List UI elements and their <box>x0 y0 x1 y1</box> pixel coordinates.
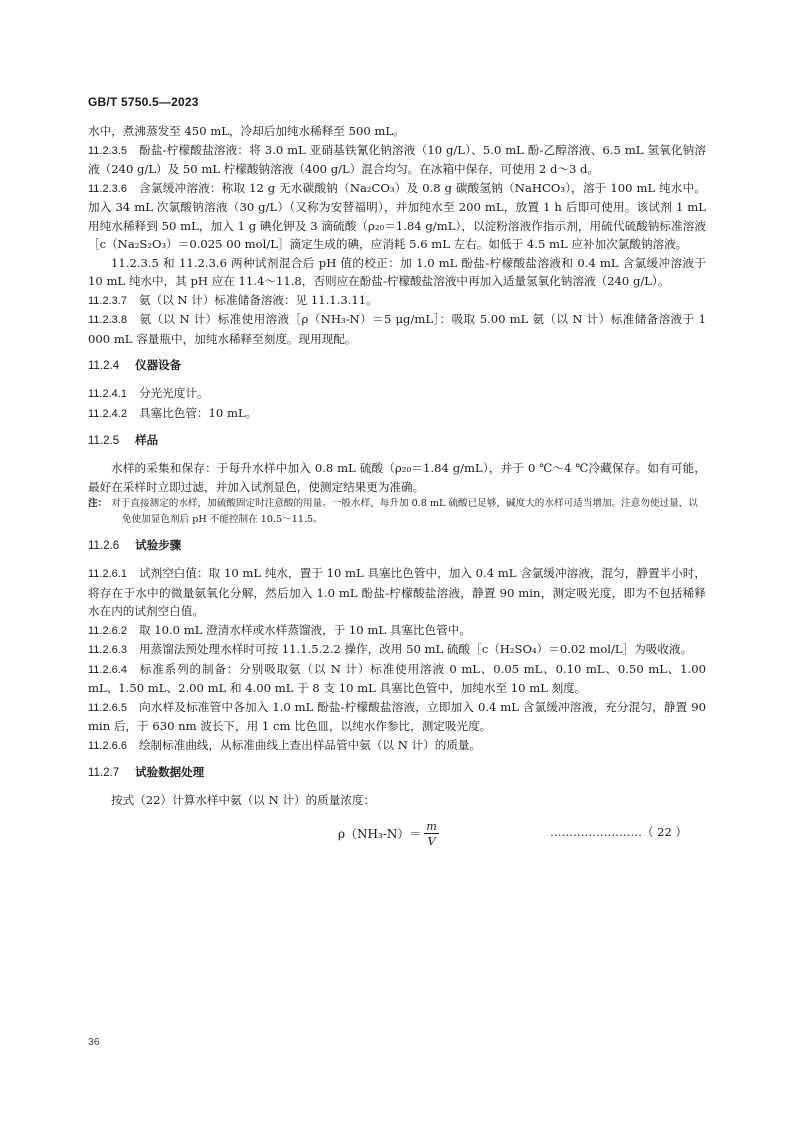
paragraph-ph-correction: 11.2.3.5 和 11.2.3.6 两种试剂混合后 pH 值的校正：加 1.0 mL 酚盐-柠檬酸盐溶液和 0.4 mL 含氯缓冲溶液于 10 mL 纯水中，其 pH 应在 11.4～11.8，否则应在酚盐-柠檬酸盐溶液中再加入适量氢氧化钠溶液（240 g/L）。 <box>88 255 706 288</box>
clause-number: 11.2.6.2 <box>88 624 127 637</box>
page-number: 36 <box>88 1036 100 1048</box>
section-heading-procedure: 11.2.6 试验步骤 <box>88 540 182 552</box>
paragraph-11-2-6-3: 11.2.6.3 用蒸馏法预处理水样时可按 11.1.5.2.2 操作，改用 50 mL 硫酸［c（H₂SO₄）＝0.02 mol/L］为吸收液。 <box>88 642 693 656</box>
paragraph-11-2-6-6: 11.2.6.6 绘制标准曲线，从标准曲线上查出样品管中氨（以 N 计）的质量。 <box>88 737 482 752</box>
standard-code: GB/T 5750.5—2023 <box>88 95 199 109</box>
clause-number: 11.2.3.7 <box>88 294 127 307</box>
paragraph-continuation: 水中，煮沸蒸发至 450 mL，冷却后加纯水稀释至 500 mL。 <box>88 124 405 138</box>
clause-number: 11.2.6.1 <box>88 568 127 580</box>
paragraph-data: 按式（22）计算水样中氨（以 N 计）的质量浓度： <box>111 793 376 807</box>
formula-numerator: m <box>426 819 437 833</box>
paragraph-11-2-3-5: 11.2.3.5 酚盐-柠檬酸盐溶液：将 3.0 mL 亚硝基铁氰化钠溶液（10 g/L）、5.0 mL 酚-乙醇溶液、6.5 mL 氢氧化钠溶液（240 g/L）及 50 mL 柠檬酸钠溶液（400 g/L）混合均匀。在冰箱中保存，可使用 2 d～3 d。 <box>88 142 706 176</box>
equation-number: ……………………（ 22 ） <box>550 824 687 839</box>
clause-number: 11.2.3.5 <box>88 144 127 157</box>
section-heading-instruments: 11.2.4 仪器设备 <box>88 360 182 372</box>
section-heading-data: 11.2.7 试验数据处理 <box>88 767 205 779</box>
clause-number: 11.2.6.4 <box>88 663 127 676</box>
paragraph-sample: 水样的采集和保存：于每升水样中加入 0.8 mL 硫酸（ρ₂₀＝1.84 g/mL），并于 0 ℃～4 ℃冷藏保存。如有可能，最好在采样时立即过滤，并加入试剂显色，使测定结果更为准确。 <box>88 461 706 494</box>
clause-number: 11.2.6.6 <box>88 739 127 752</box>
paragraph-11-2-6-5: 11.2.6.5 向水样及标准管中各加入 1.0 mL 酚盐-柠檬酸盐溶液，立即加入 0.4 mL 含氯缓冲溶液，充分混匀，静置 90 min 后，于 630 nm 波长下，用 1 cm 比色皿，以纯水作参比，测定吸光度。 <box>88 699 706 733</box>
formula-lhs: ρ（NH₃-N）＝ <box>338 827 422 841</box>
clause-number: 11.2.6.3 <box>88 644 127 656</box>
formula-denominator: V <box>427 833 436 848</box>
formula-fraction <box>424 820 438 848</box>
formula-expression <box>338 820 439 848</box>
paragraph-11-2-3-7: 11.2.3.7 氨（以 N 计）标准储备溶液：见 11.1.3.11。 <box>88 292 378 307</box>
clause-number: 11.2.3.8 <box>88 314 127 326</box>
clause-number: 11.2.3.6 <box>88 182 127 195</box>
clause-number: 11.2.4.2 <box>88 407 127 420</box>
section-heading-sample: 11.2.5 样品 <box>88 435 159 447</box>
paragraph-11-2-3-6: 11.2.3.6 含氯缓冲溶液：称取 12 g 无水碳酸钠（Na₂CO₃）及 0.8 g 碳酸氢钠（NaHCO₃），溶于 100 mL 纯水中。加入 34 mL 次氯酸钠溶液（30 g/L）（又称为安替福明），并加纯水至 200 mL，放置 1 h 后即可使用。该试剂 1 mL 用纯水稀释到 50 mL，加入 1 g 碘化钾及 3 滴硫酸（ρ₂₀＝1.84 g/mL），以淀粉溶液作指示剂，用硫代硫酸钠标准溶液［c（Na₂S₂O₃）＝0.025 00 mol/L］滴定生成的碘，应消耗 5.6 mL 左右。如低于 4.5 mL 应补加次氯酸钠溶液。 <box>88 180 706 251</box>
document-body <box>88 122 706 850</box>
paragraph-11-2-4-1: 11.2.4.1 分光光度计。 <box>88 386 209 400</box>
paragraph-11-2-3-8: 11.2.3.8 氨（以 N 计）标准使用溶液［ρ（NH₃-N）＝5 μg/mL］：吸取 5.00 mL 氨（以 N 计）标准储备溶液于 1 000 mL 容量瓶中，加纯水稀释至刻度。现用现配。 <box>88 312 706 346</box>
paragraph-11-2-6-2: 11.2.6.2 取 10.0 mL 澄清水样或水样蒸馏液，于 10 mL 具塞比色管中。 <box>88 622 471 637</box>
paragraph-11-2-6-4: 11.2.6.4 标准系列的制备：分别吸取氨（以 N 计）标准使用溶液 0 mL、0.05 mL、0.10 mL、0.50 mL、1.00 mL、1.50 mL、2.00 mL 和 4.00 mL 于 8 支 10 mL 具塞比色管中，加纯水至 10 mL 刻度。 <box>88 661 706 695</box>
formula-22 <box>88 816 706 850</box>
paragraph-11-2-4-2: 11.2.4.2 具塞比色管：10 mL。 <box>88 405 258 420</box>
clause-number: 11.2.4.1 <box>88 388 127 400</box>
note: 注： 对于直接测定的水样，加硫酸固定时注意酸的用量。一般水样，每升加 0.8 mL 硫酸已足够，碱度大的水样可适当增加。注意勿使过量，以免使加显色剂后 pH 不能控制在 10.5～11.5。 <box>88 498 698 525</box>
paragraph-11-2-6-1: 11.2.6.1 试剂空白值：取 10 mL 纯水，置于 10 mL 具塞比色管中，加入 0.4 mL 含氯缓冲溶液，混匀，静置半小时，将存在于水中的微量氨氧化分解，然后加入 1.0 mL 酚盐-柠檬酸盐溶液，静置 90 min，测定吸光度，即为不包括稀释水在内的试剂空白值。 <box>88 566 706 618</box>
clause-number: 11.2.6.5 <box>88 701 127 714</box>
